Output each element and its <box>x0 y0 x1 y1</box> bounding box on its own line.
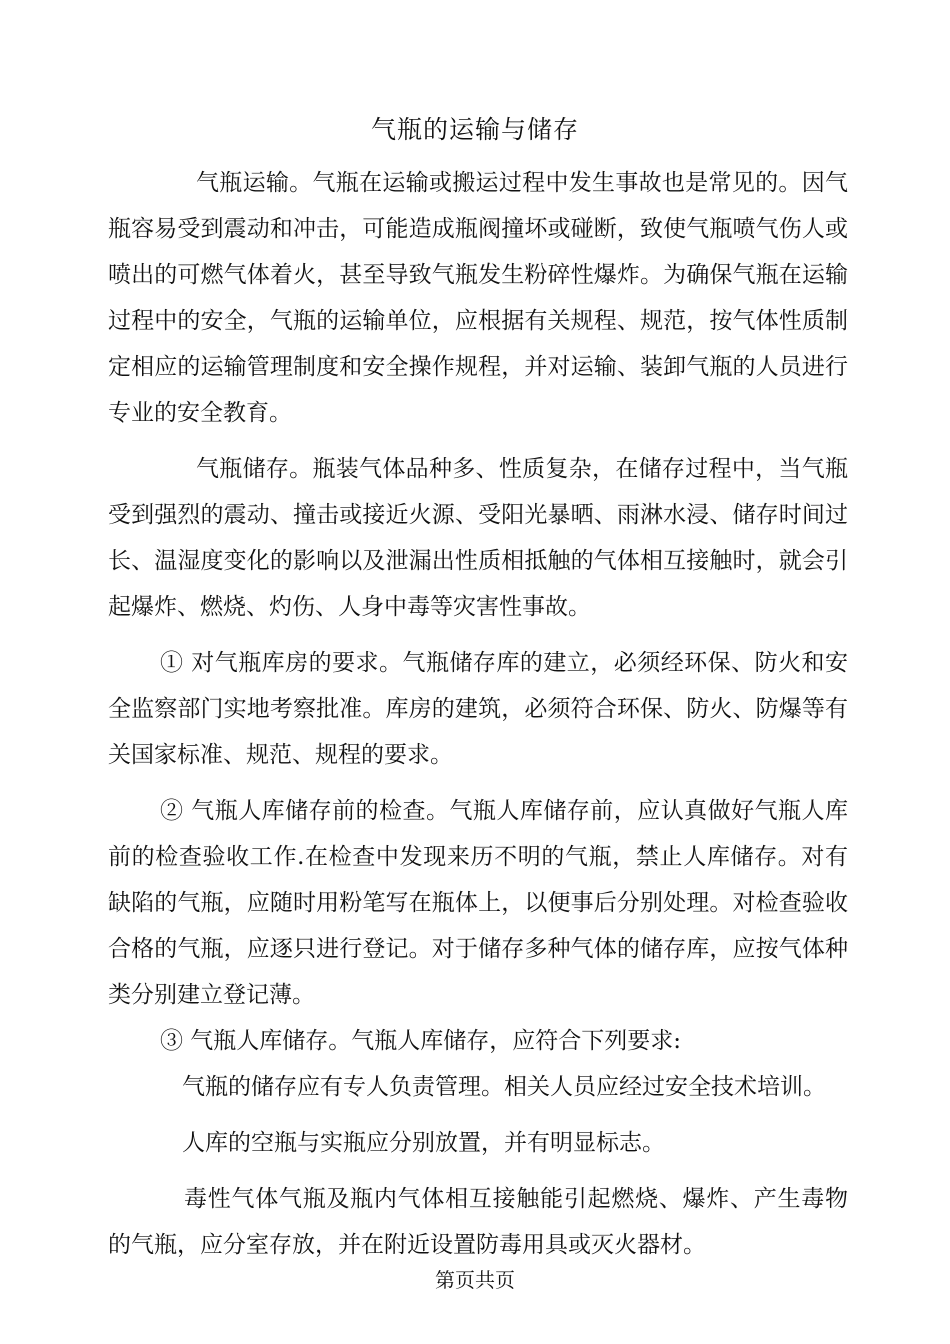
requirement-item: 毒性气体气瓶及瓶内气体相互接触能引起燃烧、爆炸、产生毒物的气瓶，应分室存放，并在附近设置防毒用具或灭火器材。 <box>108 1186 848 1258</box>
document-title: 气瓶的运输与储存 <box>370 115 579 144</box>
paragraph-storage: 气瓶储存。瓶装气体品种多、性质复杂，在储存过程中，当气瓶受到强烈的震动、撞击或接近火源、受阳光暴晒、雨淋水浸、储存时间过长、温湿度变化的影响以及泄漏出性质相抵触的气体相互接触时，就会引起爆炸、燃烧、灼伤、人身中毒等灾害性事故。 <box>108 456 848 620</box>
requirement-item: 气瓶的储存应有专人负责管理。相关人员应经过安全技术培训。 <box>182 1074 826 1100</box>
paragraph-inspection: ② 气瓶人库储存前的检查。气瓶人库储存前，应认真做好气瓶人库前的检查验收工作.在检查中发现来历不明的气瓶，禁止人库储存。对有缺陷的气瓶，应随时用粉笔写在瓶体上，以便事后分别处理。对检查验收合格的气瓶，应逐只进行登记。对于储存多种气体的储存库，应按气体种类分别建立登记薄。 <box>108 798 848 1008</box>
paragraph-warehouse-requirements: ① 对气瓶库房的要求。气瓶储存库的建立，必须经环保、防火和安全监察部门实地考察批准。库房的建筑，必须符合环保、防火、防爆等有关国家标准、规范、规程的要求。 <box>108 650 848 768</box>
document-body <box>108 160 848 1268</box>
page-footer: 第页共页 <box>435 1268 515 1292</box>
requirement-item: 人库的空瓶与实瓶应分别放置，并有明显标志。 <box>182 1130 665 1156</box>
paragraph-transport: 气瓶运输。气瓶在运输或搬运过程中发生事故也是常见的。因气瓶容易受到震动和冲击，可能造成瓶阀撞坏或碰断，致使气瓶喷气伤人或喷出的可燃气体着火，甚至导致气瓶发生粉碎性爆炸。为确保气瓶在运输过程中的安全，气瓶的运输单位，应根据有关规程、规范，按气体性质制定相应的运输管理制度和安全操作规程，并对运输、装卸气瓶的人员进行专业的安全教育。 <box>108 170 848 426</box>
paragraph-storage-requirements: ③ 气瓶人库储存。气瓶人库储存，应符合下列要求: <box>160 1028 682 1054</box>
